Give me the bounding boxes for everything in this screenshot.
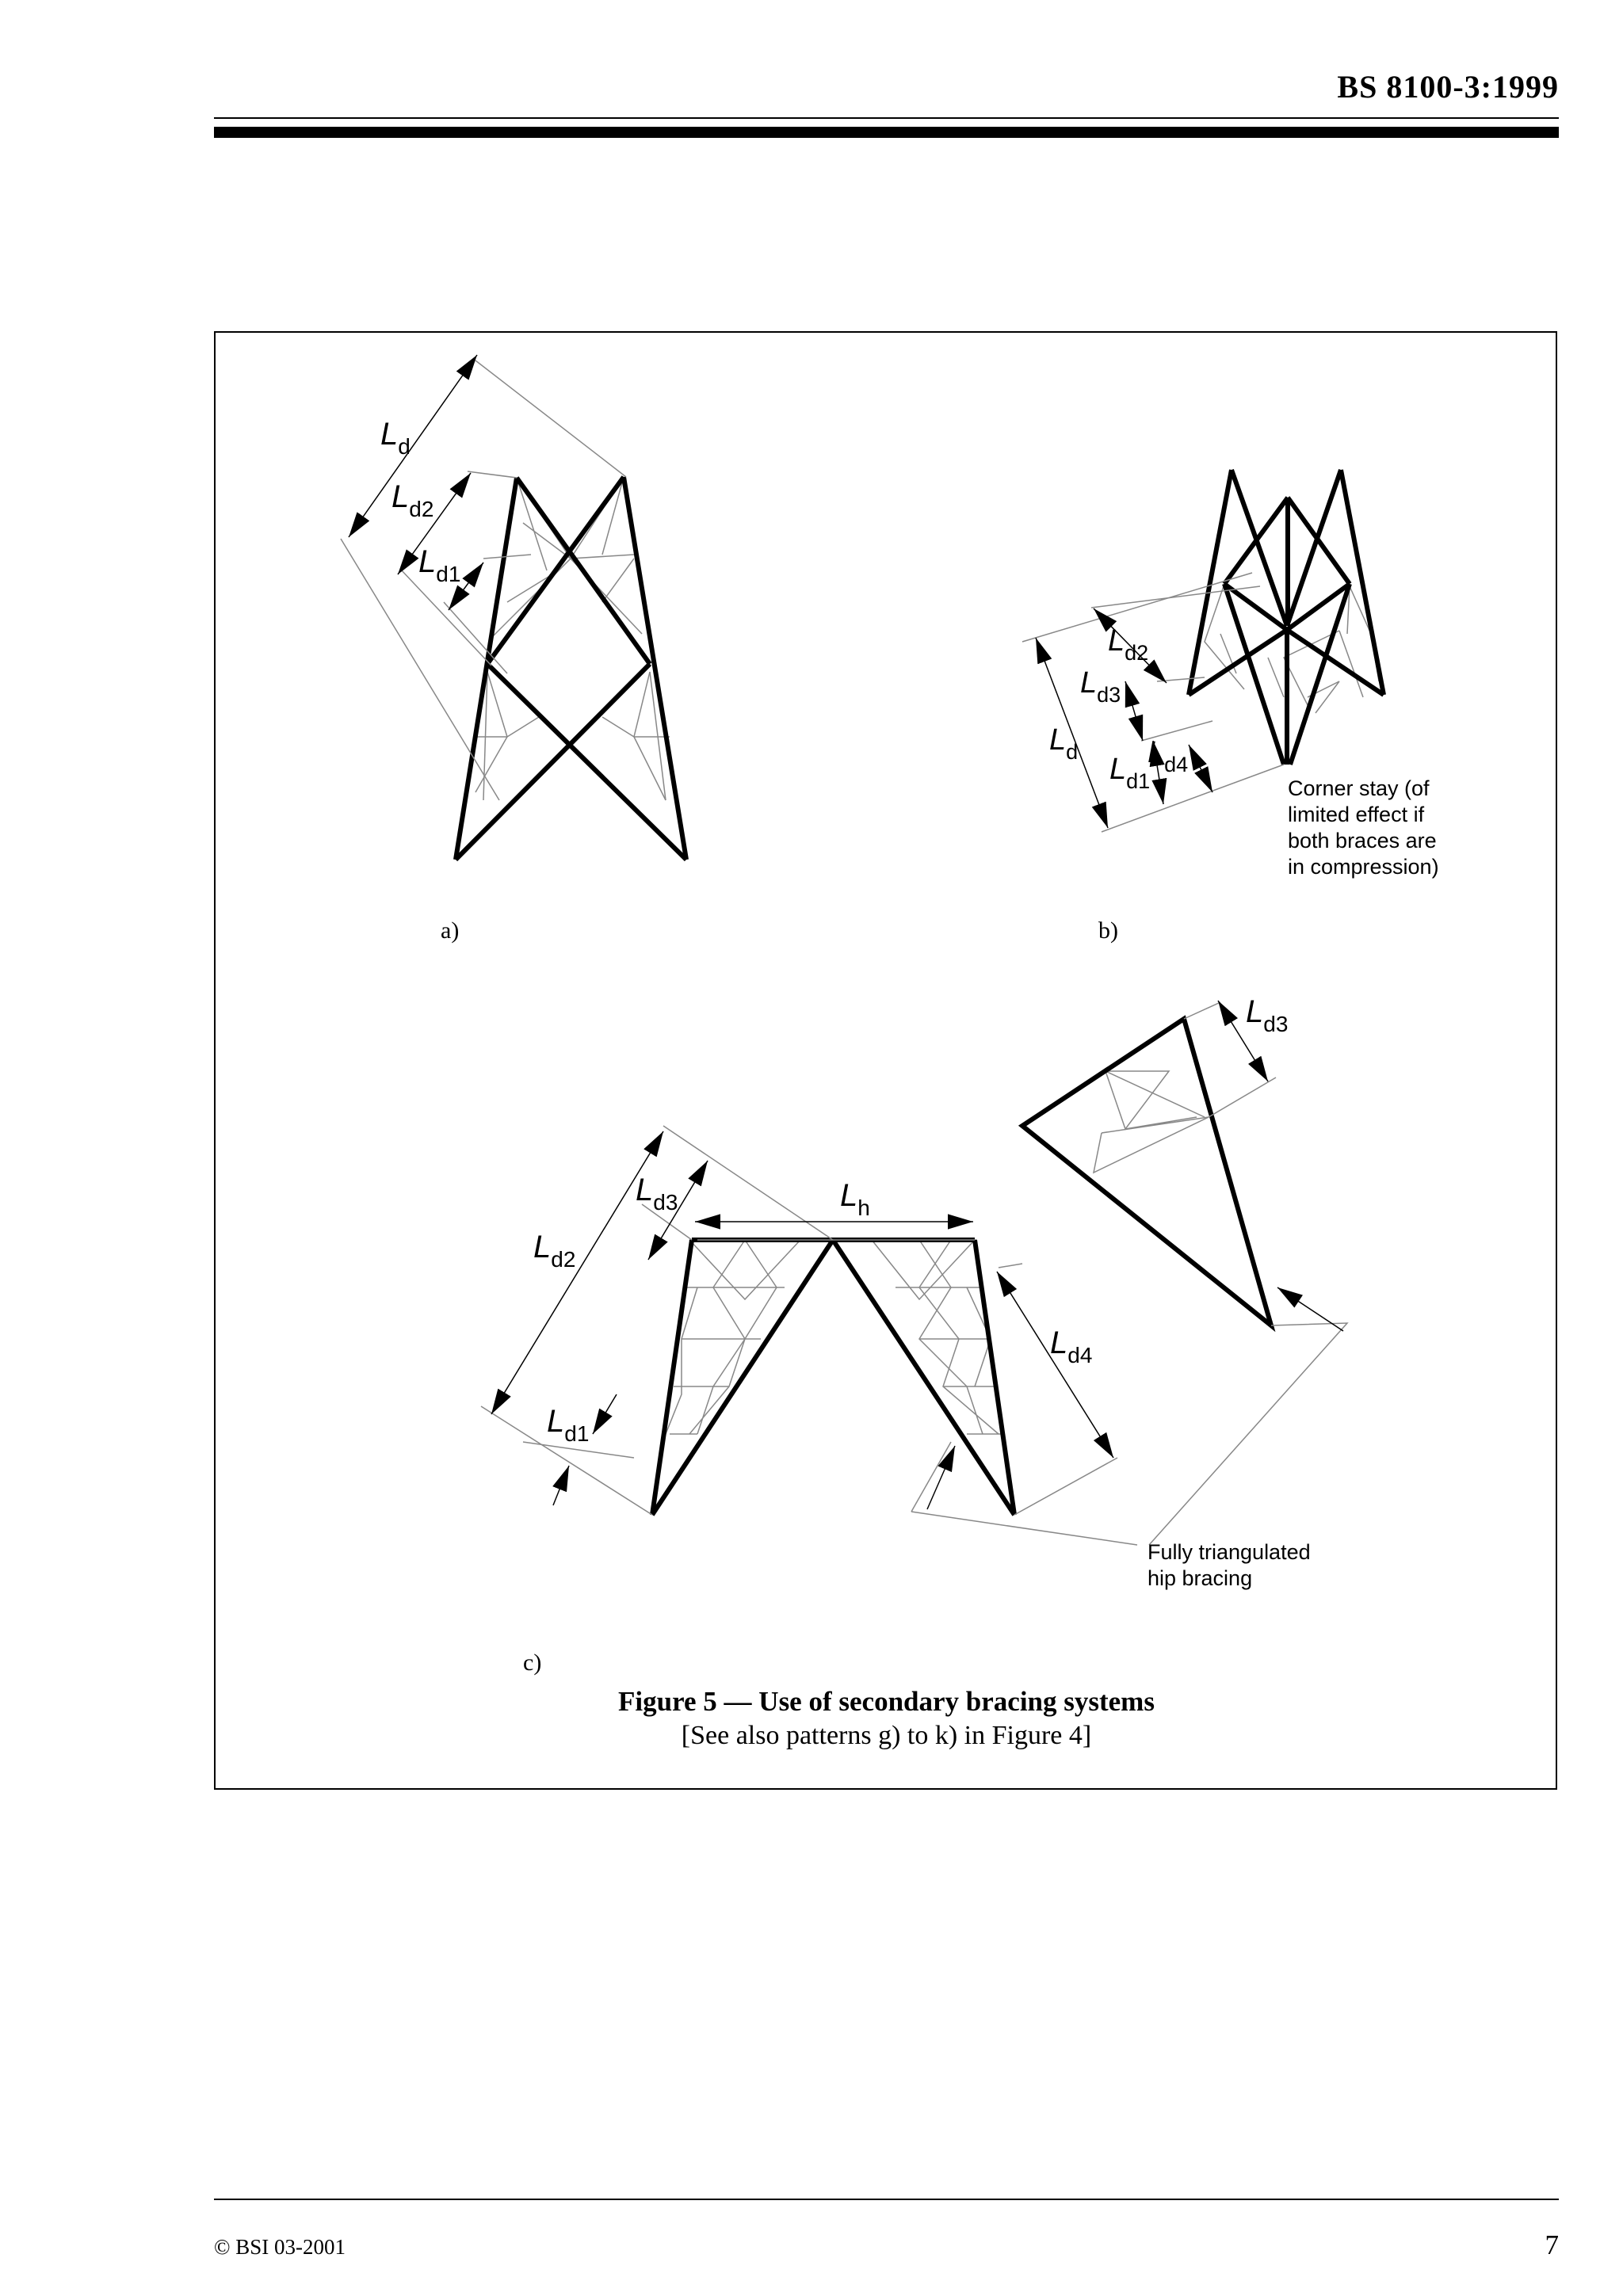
figure-c-label-ld2: $L_{d2}$ [533,1230,576,1272]
figure-c-secondary-bracing [666,1071,1209,1434]
figure-b-extension-lines [1022,573,1284,832]
figure-a-label-ld: $L_d$ [380,417,411,459]
figure-a-main-members [456,477,686,860]
figure-c-label-ld1: $L_{d1}$ [547,1404,590,1446]
corner-stay-note [1288,776,1439,879]
figure-a-label-ld1: $L_{d1}$ [418,544,461,586]
figure-c-main-members [652,1019,1271,1515]
figure-b-label-ld: $L_d$ [1049,723,1079,764]
svg-text:both braces are: both braces are [1288,829,1437,852]
figure-a-dimension-lines [349,355,483,610]
figure-c-extension-lines [481,1002,1347,1545]
figure-b-label-ld2: $L_{d2}$ [1108,624,1149,665]
svg-text:in compression): in compression) [1288,855,1439,879]
hip-bracing-note [1148,1540,1311,1590]
figure-b-label-ld1: $L_{d1}$ [1109,753,1151,793]
figure-b-diagram [1022,470,1439,879]
page-number: 7 [1545,2229,1559,2260]
figure-caption-note: [See also patterns g) to k) in Figure 4] [681,1721,1092,1750]
figure-c-label-ld3: $L_{d3}$ [636,1173,678,1215]
footer-copyright: © BSI 03-2001 [214,2235,346,2259]
svg-text:limited effect if: limited effect if [1288,803,1425,826]
figure-a-diagram [341,355,686,860]
svg-text:Fully triangulated: Fully triangulated [1148,1540,1311,1564]
figure-b-label-ld3: $L_{d3}$ [1080,666,1121,707]
sub-label-a: a) [441,917,460,944]
figure-c-label-ld3-right: $L_{d3}$ [1246,994,1289,1036]
figure-c-dimension-lines [491,1001,1343,1509]
figure-c-label-lh: $L_h$ [840,1178,870,1220]
figure-c-diagram [481,994,1347,1590]
svg-text:Corner stay (of: Corner stay (of [1288,776,1430,800]
svg-text:hip bracing: hip bracing [1148,1566,1253,1590]
sub-label-c: c) [523,1650,542,1676]
standard-id: BS 8100-3:1999 [1337,69,1559,105]
figure-c-label-ld4: $L_{d4}$ [1050,1325,1093,1367]
figure-b-main-members [1189,470,1384,765]
figure-b-label-ld4: $L_{d4}$ [1148,736,1189,776]
figure-caption-title: Figure 5 — Use of secondary bracing systems [618,1686,1155,1717]
figure-a-label-ld2: $L_{d2}$ [391,479,434,521]
footer-rule [214,2199,1559,2200]
sub-label-b: b) [1098,917,1118,944]
